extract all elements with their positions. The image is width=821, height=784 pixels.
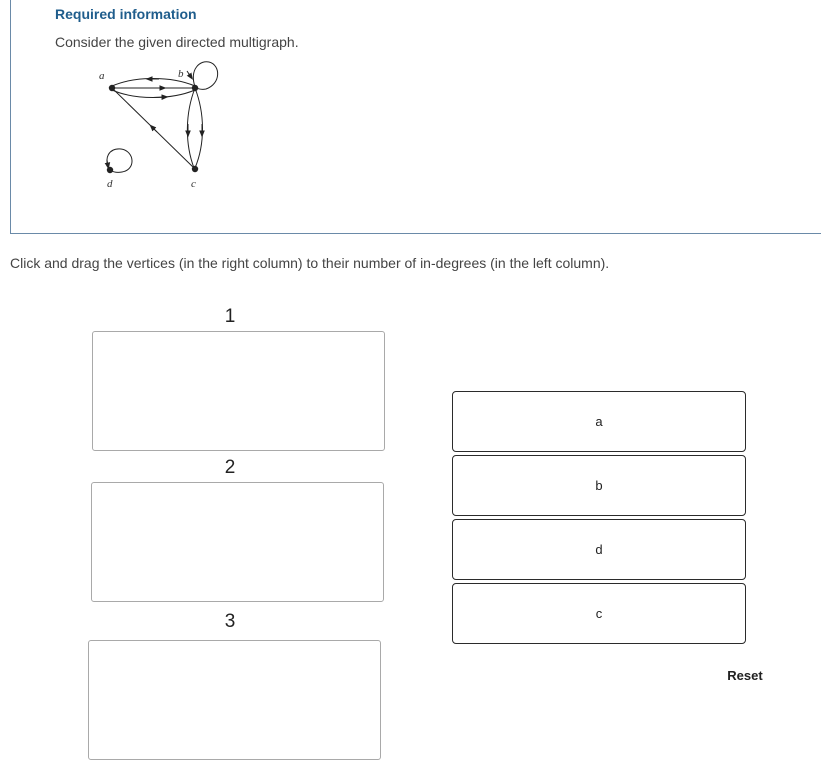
edge-d-loop-arrow: [107, 160, 108, 166]
vertex-b-node: [192, 85, 198, 91]
in-degree-label-2: 2: [224, 457, 236, 478]
draggable-vertex-d-label: d: [595, 542, 603, 557]
vertex-d-label: d: [107, 178, 113, 190]
vertex-c-node: [192, 166, 198, 172]
vertex-b-label: b: [178, 68, 184, 80]
draggable-vertex-a[interactable]: [452, 391, 746, 452]
draggable-vertex-d[interactable]: [452, 519, 746, 580]
edge-c-to-a-arrow: [152, 127, 157, 132]
vertex-c-label: c: [191, 178, 196, 190]
drop-zone-in-degree-1[interactable]: [92, 331, 385, 451]
edge-b-loop: [193, 62, 217, 90]
drop-zone-in-degree-3[interactable]: [88, 640, 381, 760]
vertex-a-label: a: [99, 70, 105, 82]
draggable-vertex-a-label: a: [595, 414, 603, 429]
reset-button[interactable]: Reset: [718, 664, 772, 686]
edge-a-to-b-2: [112, 90, 195, 98]
in-degree-label-3: 3: [224, 611, 236, 632]
edge-b-loop-arrow: [187, 71, 191, 77]
drop-zone-in-degree-2[interactable]: [91, 482, 384, 602]
required-information-panel: [10, 0, 821, 234]
draggable-vertex-b-label: b: [595, 478, 603, 493]
draggable-vertex-c-label: c: [595, 606, 603, 621]
in-degree-label-1: 1: [224, 306, 236, 327]
edge-c-to-b: [195, 88, 203, 168]
required-information-title: Required information: [55, 6, 197, 22]
vertex-a-node: [109, 85, 115, 91]
vertex-d-node: [107, 167, 113, 173]
directed-multigraph: [91, 54, 231, 194]
instructions-text: Click and drag the vertices (in the right column) to their number of in-degrees (in the left column).: [10, 255, 610, 271]
draggable-vertex-b[interactable]: [452, 455, 746, 516]
edge-a-to-b-2-arrow: [153, 97, 165, 98]
problem-statement: Consider the given directed multigraph.: [55, 34, 299, 50]
edge-b-to-c: [187, 88, 195, 168]
draggable-vertex-c[interactable]: [452, 583, 746, 644]
